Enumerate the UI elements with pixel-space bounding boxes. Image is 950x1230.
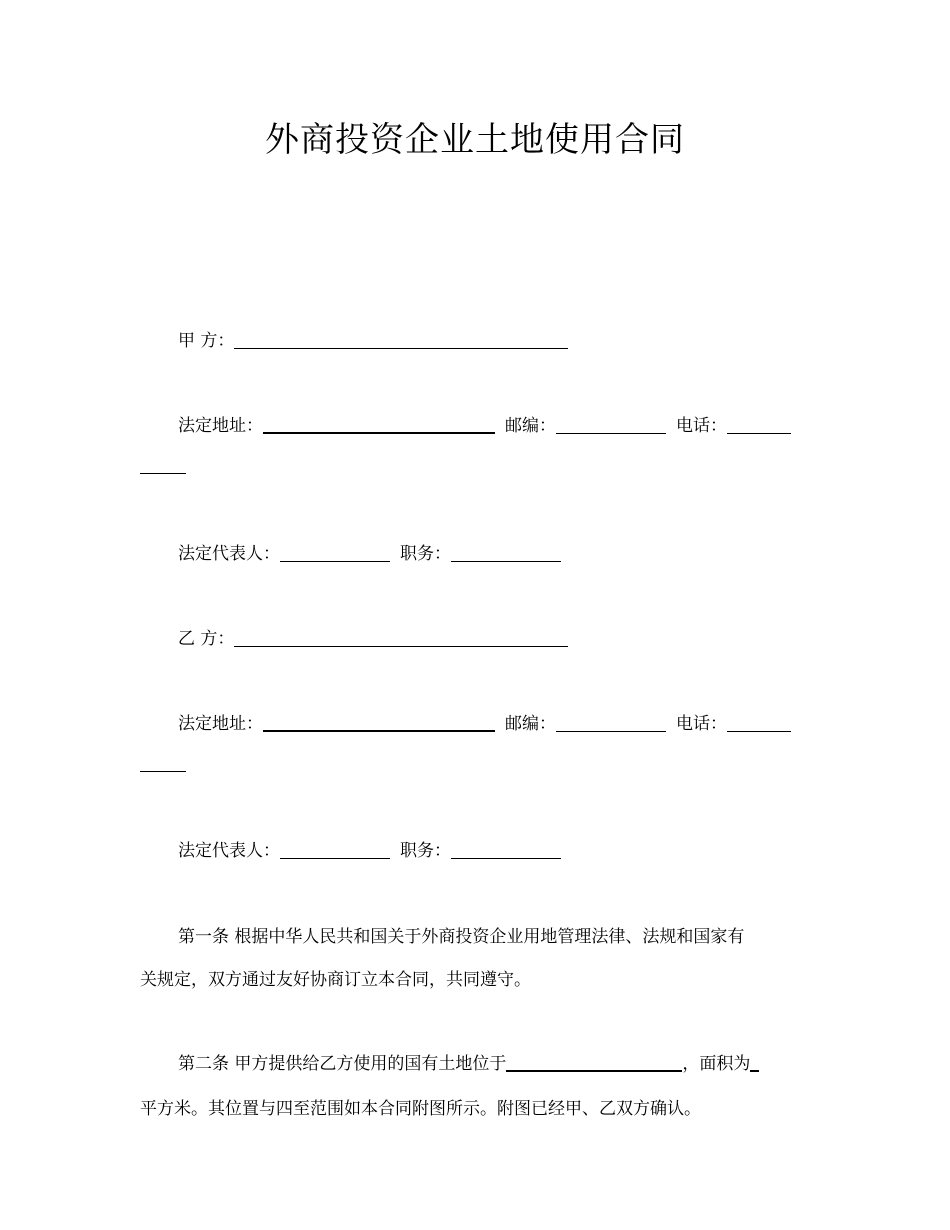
party-b-phone-blank[interactable]: [727, 730, 791, 732]
article-2-line-2: 平方米。其位置与四至范围如本合同附图所示。附图已经甲、乙双方确认。: [140, 1099, 701, 1119]
article-1-line-2: 关规定，双方通过友好协商订立本合同，共同遵守。: [140, 970, 531, 990]
party-a-rep-line: [178, 539, 561, 564]
party-b-postcode-label: 邮编：: [505, 714, 556, 734]
party-b-address-line: [178, 709, 791, 734]
party-a-rep-label: 法定代表人：: [178, 544, 280, 564]
party-a-line: [178, 326, 568, 351]
party-a-address-blank[interactable]: [263, 431, 495, 434]
party-a-phone-continuation: [140, 456, 186, 476]
party-a-address-label: 法定地址：: [178, 416, 263, 436]
party-a-phone-blank-cont[interactable]: [140, 472, 186, 474]
party-b-rep-label: 法定代表人：: [178, 841, 280, 861]
article-2-part-1: 第二条 甲方提供给乙方使用的国有土地位于: [178, 1054, 507, 1074]
party-b-label: 乙 方：: [178, 629, 235, 649]
party-b-position-blank[interactable]: [451, 857, 561, 859]
party-b-rep-line: [178, 836, 561, 861]
party-b-address-blank[interactable]: [263, 729, 495, 732]
party-a-blank[interactable]: [234, 347, 568, 349]
party-b-phone-blank-cont[interactable]: [140, 770, 186, 772]
land-area-blank[interactable]: [750, 1069, 759, 1072]
party-a-postcode-blank[interactable]: [556, 432, 666, 434]
article-1-line-1: 第一条 根据中华人民共和国关于外商投资企业用地管理法律、法规和国家有: [178, 927, 745, 947]
document-title: 外商投资企业土地使用合同: [265, 120, 685, 160]
party-b-postcode-blank[interactable]: [556, 730, 666, 732]
party-b-blank[interactable]: [234, 645, 568, 647]
article-2-part-2: ，面积为: [682, 1054, 751, 1074]
party-b-line: [178, 624, 568, 649]
party-a-address-line: [178, 411, 791, 436]
party-b-position-label: 职务：: [400, 841, 451, 861]
party-a-label: 甲 方：: [178, 331, 235, 351]
party-a-rep-blank[interactable]: [280, 560, 390, 562]
party-a-position-label: 职务：: [400, 544, 451, 564]
party-b-phone-label: 电话：: [676, 714, 727, 734]
party-b-phone-continuation: [140, 754, 186, 774]
party-a-phone-label: 电话：: [676, 416, 727, 436]
article-2-line-1: [178, 1049, 759, 1074]
party-a-postcode-label: 邮编：: [505, 416, 556, 436]
party-a-position-blank[interactable]: [451, 560, 561, 562]
land-location-blank[interactable]: [506, 1069, 682, 1072]
party-b-address-label: 法定地址：: [178, 714, 263, 734]
party-b-rep-blank[interactable]: [280, 857, 390, 859]
party-a-phone-blank[interactable]: [727, 432, 791, 434]
